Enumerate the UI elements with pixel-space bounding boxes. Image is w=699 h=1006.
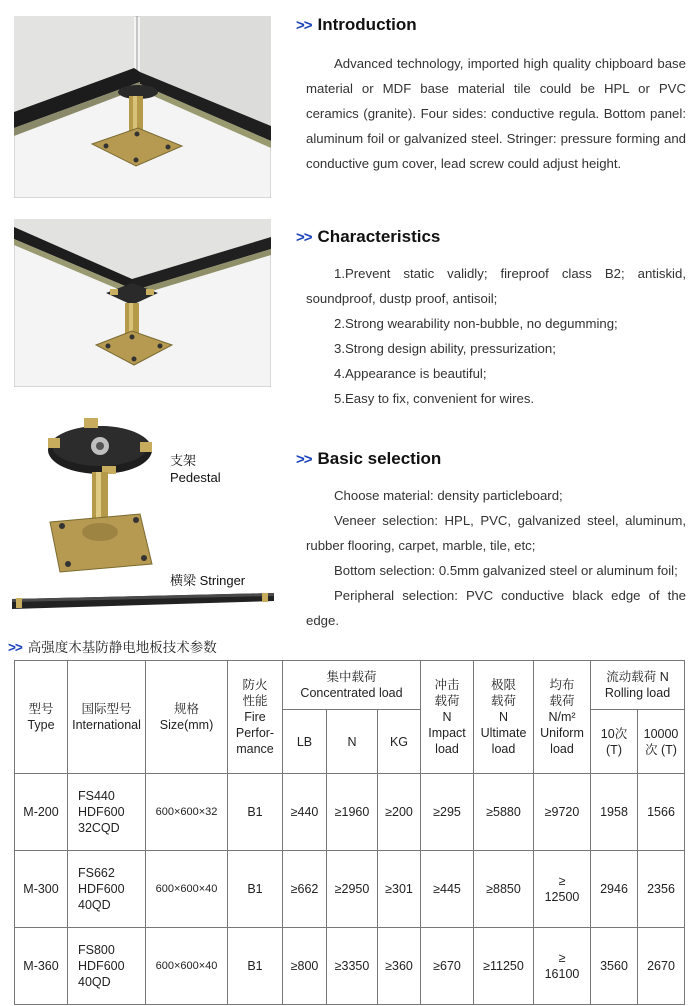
header-kg: KG bbox=[378, 710, 421, 774]
double-arrow-icon: >> bbox=[296, 451, 312, 468]
figure-stringer bbox=[12, 591, 274, 611]
header-size: 规格 Size(mm) bbox=[146, 661, 228, 774]
header-uniform-load: 均布 载荷 N/m² Uniform load bbox=[534, 661, 591, 774]
pedestal-label-en: Pedestal bbox=[170, 470, 221, 485]
selection-item: Bottom selection: 0.5mm galvanized steel or aluminum foil; bbox=[334, 563, 678, 578]
characteristics-heading bbox=[296, 227, 440, 247]
characteristic-item: 4.Appearance is beautiful; bbox=[334, 366, 487, 381]
figure-floor-corner-top bbox=[14, 16, 271, 198]
characteristic-item: 5.Easy to fix, convenient for wires. bbox=[334, 391, 535, 406]
table-row: M-360 FS800 HDF600 40QD 600×600×40 B1 ≥800 ≥3350 ≥360 ≥670 ≥11250 ≥ 16100 3560 2670 bbox=[15, 928, 685, 1005]
basic-selection-title: Basic selection bbox=[317, 449, 442, 468]
header-rolling-10000: 10000 次 (T) bbox=[638, 710, 685, 774]
table-row: M-200 FS440 HDF600 32CQD 600×600×32 B1 ≥440 ≥1960 ≥200 ≥295 ≥5880 ≥9720 1958 1566 bbox=[15, 774, 685, 851]
characteristic-item: 3.Strong design ability, pressurization; bbox=[334, 341, 556, 356]
characteristics-title: Characteristics bbox=[317, 227, 441, 246]
header-lb: LB bbox=[283, 710, 327, 774]
stringer-label: 横梁 Stringer bbox=[170, 573, 246, 588]
introduction-title: Introduction bbox=[317, 15, 417, 34]
basic-selection-list bbox=[306, 483, 686, 633]
header-concentrated-load: 集中载荷 Concentrated load bbox=[283, 661, 421, 710]
header-type: 型号 Type bbox=[15, 661, 68, 774]
table-row: M-300 FS662 HDF600 40QD 600×600×40 B1 ≥662 ≥2950 ≥301 ≥445 ≥8850 ≥ 12500 2946 2356 bbox=[15, 851, 685, 928]
double-arrow-icon: >> bbox=[296, 17, 312, 34]
header-impact-load: 冲击 载荷 N Impact load bbox=[421, 661, 474, 774]
selection-item: Veneer selection: HPL, PVC, galvanized steel, aluminum, rubber flooring, carpet, marble, tile, etc; bbox=[306, 513, 686, 553]
table-title bbox=[8, 636, 217, 656]
double-arrow-icon: >> bbox=[296, 229, 312, 246]
introduction-heading bbox=[296, 15, 417, 35]
introduction-paragraph: Advanced technology, imported high quality chipboard base material or MDF base material tile could be HPL or PVC ceramics (granite). Four sides: conductive regula. Bottom panel: aluminum foil or galvanized steel. Stringer: pressure forming and conductive gum cover, lead screw could adjust height. bbox=[306, 56, 686, 171]
header-rolling-10: 10次 (T) bbox=[591, 710, 638, 774]
header-fire: 防火 性能 Fire Perfor- mance bbox=[228, 661, 283, 774]
pedestal-label bbox=[170, 452, 221, 486]
figure-floor-corner-middle bbox=[14, 219, 271, 387]
characteristic-item: 2.Strong wearability non-bubble, no degumming; bbox=[334, 316, 618, 331]
introduction-text bbox=[306, 51, 686, 176]
table-title-text: 高强度木基防静电地板技术参数 bbox=[27, 640, 217, 655]
header-n: N bbox=[327, 710, 378, 774]
spec-table bbox=[14, 660, 685, 1005]
selection-item: Choose material: density particleboard; bbox=[334, 488, 563, 503]
figure-pedestal bbox=[40, 414, 165, 576]
characteristic-item: 1.Prevent static validly; fireproof class B2; antiskid, soundproof, dustp proof, antisoil; bbox=[306, 266, 686, 306]
selection-item: Peripheral selection: PVC conductive black edge of the edge. bbox=[306, 588, 686, 628]
header-international: 国际型号 International bbox=[68, 661, 146, 774]
header-ultimate-load: 极限 载荷 N Ultimate load bbox=[474, 661, 534, 774]
basic-selection-heading bbox=[296, 449, 441, 469]
pedestal-label-cn: 支架 bbox=[170, 453, 197, 468]
double-arrow-icon: >> bbox=[8, 640, 22, 655]
header-rolling-load: 流动载荷 N Rolling load bbox=[591, 661, 685, 710]
characteristics-list bbox=[306, 261, 686, 411]
